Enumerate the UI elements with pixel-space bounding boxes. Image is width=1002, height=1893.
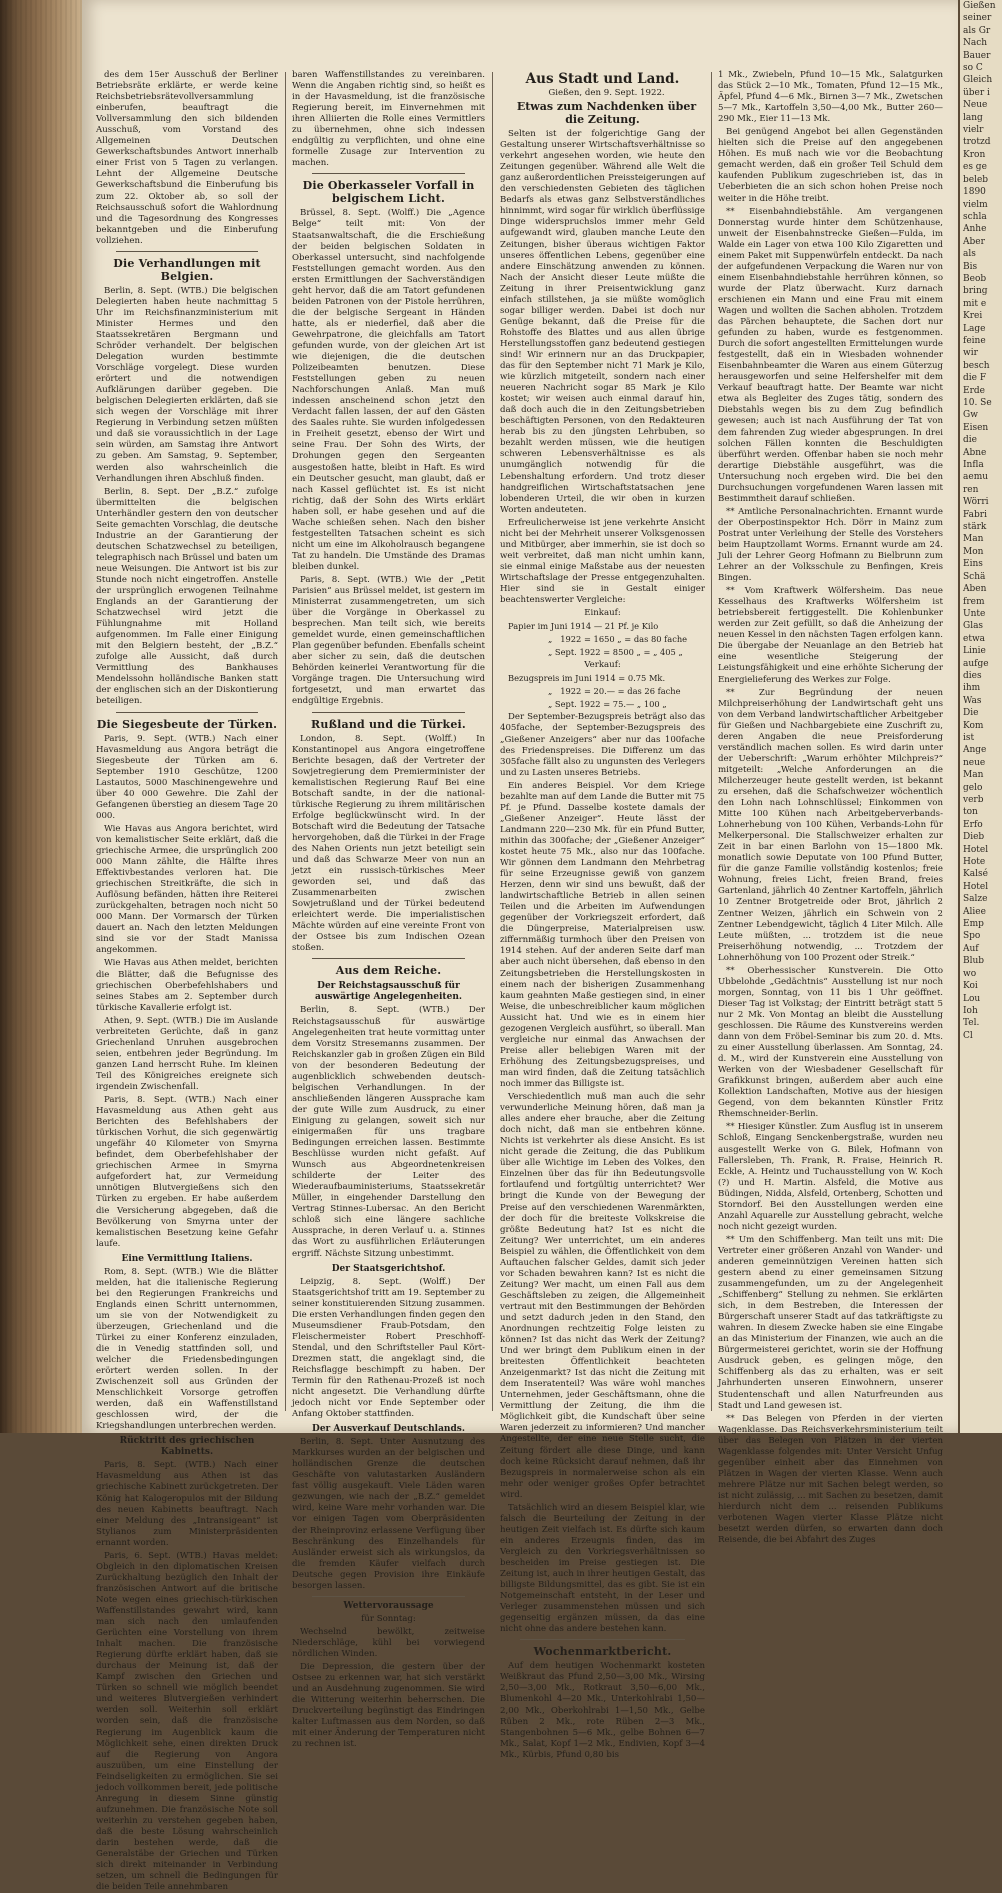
adjacent-page-fragment: dies xyxy=(963,670,982,681)
article-text: Tatsächlich wird an diesem Beispiel klar, wie falsch die Beurteilung der Zeitung in der heutigen Zeit vielfach ist. Es dürfte sich kaum ein anderes Erzeugnis finden, das im Vergleich zu den Vorkriegsverhältnissen so bescheiden im Preise gestiegen ist. Die Zeitung ist, auch in ihrer heutigen Gestalt, das billigste Bildungsmittel, das es gibt. Sie ist ein Notgemeinschaft entsteht, in der Leser und Verleger zusammenstehen müssen und sich gegenseitig ergänzen müssen, da das eine nicht ohne das andere bestehen kann. xyxy=(500,1502,705,1635)
adjacent-page-fragment: aufge xyxy=(963,658,989,669)
article-text: Leipzig, 8. Sept. (Wolff.) Der Staatsgerichtshof tritt am 19. September zu seiner konstituierenden Sitzung zusammen. Die ersten Verhandlungen finden gegen den Museumsdiener Fraub-Potsdam, den Fleischermeister Robert Preschhoff-Stendal, und den Schriftsteller Paul Kört-Drezmen statt, die angeklagt sind, die Reichsflagge beschimpft zu haben. Der Termin für den Rathenau-Prozeß ist noch nicht angesetzt. Die Verhandlung dürfte jedoch nicht vor Ende September oder Anfang Oktober stattfinden. xyxy=(292,1276,485,1420)
adjacent-page-fragment: Auf xyxy=(963,943,979,954)
adjacent-page-fragment: Blub xyxy=(963,956,985,967)
adjacent-page-fragment: beleb xyxy=(963,174,989,185)
adjacent-page-fragment: etwa xyxy=(963,633,986,644)
divider xyxy=(312,958,465,959)
wetter-sub: für Sonntag: xyxy=(361,1613,416,1624)
table-heading: Verkauf: xyxy=(584,660,621,671)
adjacent-page-fragment: Kron xyxy=(963,149,986,160)
adjacent-page-fragment: Was xyxy=(963,695,982,706)
adjacent-page-fragment: Aber xyxy=(963,236,985,247)
headline-reichstag: Der Reichstagsausschuß für auswärtige Angelegenheiten. xyxy=(315,981,462,1003)
headline-kabinett: Rücktritt des griechischen Kabinetts. xyxy=(119,1436,255,1458)
article-text: Erfreulicherweise ist jene verkehrte Ansicht nicht bei der Mehrheit unserer Volksgenossen und Mitbürger, aber immerhin, sie ist doch so weit verbreitet, daß man nicht umhin kann, sie einmal einige Maßstabe aus der neuesten Wirtschaftslage der Presse entgegenzuhalten. Hier sind sie in Gestalt einiger beachtenswerter Vergleiche: xyxy=(500,517,705,606)
article-text: Wechselnd bewölkt, zeitweise Niederschläge, kühl bei vorwiegend nördlichen Winden. xyxy=(292,1626,485,1659)
headline-russland: Rußland und die Türkei. xyxy=(311,717,466,731)
adjacent-page-fragment: Die xyxy=(963,708,979,719)
column-4 xyxy=(718,70,943,1546)
adjacent-page-fragment: Bauer xyxy=(963,50,991,61)
adjacent-page-fragment: Hote xyxy=(963,857,986,868)
adjacent-page-fragment: wo xyxy=(963,968,977,979)
news-item-kunstverein: ** Oberhessischer Kunstverein. Die Otto Ubbelohde „Gedächtnis“ Ausstellung ist nur noch morgen, Sonntag, von 11 bis 1 Uhr geöffnet. Dieser Tag ist Volkstag; der Eintritt beträgt statt 5 nur 2 Mk. Von Montag an bleibt die Ausstellung geschlossen. Die Räume des Kunstvereins werden dann von dem Fröbel-Seminar bis zum 20. d. Mts. zu einer Ausstellung überlassen. Am Sonntag, 24. d. M., wird der Kunstverein eine Ausstellung von Werken von der Wiesbadener Gesellschaft für Grafikkunst bringen, außerdem aber auch eine Kollektion Landschaften, Motive aus der hiesigen Gegend, von dem bekannten Künstler Fritz Rhemschneider-Berlin. xyxy=(718,965,943,1120)
adjacent-page-fragment: Lage xyxy=(963,323,986,334)
news-item-schiffenberg: ** Um den Schiffenberg. Man teilt uns mit: Die Vertreter einer größeren Anzahl von Wander- und anderen gemeinnützigen Vereinen hatten sich gestern abend zu einer gemeinsamen Sitzung zusammengefunden, um zu der Angelegenheit „Schiffenberg“ Stellung zu nehmen. Sie erklärten sich, in dem Bestreben, die Interessen der Bürgerschaft unserer Stadt auf das tatkräftigste zu wahren. In diesem Zwecke haben sie eine Eingabe an das Ministerium der Finanzen, wie auch an die Bürgermeisterei gerichtet, worin sie der Hoffnung Ausdruck geben, es gelingen möge, den Schiffenberg als das zu erhalten, was er seit Jahrhunderten unseren Einwohnern, unserer Studentenschaft und allen Naturfreunden aus Stadt und Land gewesen ist. xyxy=(718,1234,943,1411)
adjacent-page-strip xyxy=(958,0,1002,1433)
table-line: „ Sept. 1922 = 75.— „ 100 „ xyxy=(548,699,667,710)
dateline: Gießen, den 9. Sept. 1922. xyxy=(548,88,665,98)
adjacent-page-fragment: Infla xyxy=(963,460,984,471)
adjacent-page-fragment: Erfo xyxy=(963,819,983,830)
adjacent-page-fragment: es ge xyxy=(963,162,987,173)
headline-wochenmarkt: Wochenmarktbericht. xyxy=(533,1645,672,1659)
article-text: des dem 15er Ausschuß der Berliner Betriebsräte erklärte, er werde keine Reichsbetriebsrätevollversammlung einberufen, beauftragt die Vollversammlung den sich bildenden Ausschuß, vom Vorstand des Allgemeinen Deutschen Gewerkschaftsbundes Antwort innerhalb einer Frist von 5 Tagen zu verlangen. Lehnt der Allgemeine Deutsche Gewerkschaftsbund die Einberufung bis zum 22. Oktober ab, so soll der Reichsausschuß sofort die Wahlordnung und die Tagesordnung des Kongresses bekanntgeben und die Einberufung vollziehen. xyxy=(96,70,278,246)
adjacent-page-fragment: Erde xyxy=(963,385,985,396)
article-text: Berlin, 8. Sept. (WTB.) Der Reichstagsausschuß für auswärtige Angelegenheiten trat heute vormittag unter dem Vorsitz Stresemanns zusammen. Der Reichskanzler gab in großen Zügen ein Bild von der besonderen Bedeutung der augenblicklich schwebenden deutsch-belgischen Verhandlungen. In der anschließenden längeren Aussprache kam der gute Wille zum Ausdruck, zu einer Einigung zu gelangen, soweit sich nur einigermaßen für uns tragbare Bedingungen erreichen lassen. Bestimmte Beschlüsse wurden nicht gefaßt. Auf Wunsch aus Abgeordnetenkreisen schilderte der Leiter des Wiederaufbauministeriums, Staatssekretär Müller, in eingehender Darstellung den Vertrag Stinnes-Lubersac. An den Bericht schloß sich eine längere sachliche Aussprache, in deren Verlauf u. a. Stinnes das Wort zu ausführlichen Erläuterungen ergriff. Nächste Sitzung unbestimmt. xyxy=(292,1005,485,1259)
adjacent-page-fragment: die xyxy=(963,435,977,446)
headline-reich: Aus dem Reiche. xyxy=(335,964,442,978)
adjacent-page-fragment: Anhe xyxy=(963,224,987,235)
adjacent-page-fragment: Aliee xyxy=(963,906,986,917)
divider xyxy=(312,712,465,713)
adjacent-page-fragment: Beob xyxy=(963,273,987,284)
article-text: Berlin, 8. Sept. (WTB.) Die belgischen Delegierten haben heute nachmittag 5 Uhr im Reichsfinanzministerium mit Minister Hermes und den Staatssekretären Bergmann und Schröder verhandelt. Der belgischen Delegation wurden bestimmte Vorschläge vorgelegt. Diese wurden erörtert und die notwendigen Aufklärungen darüber gegeben. Die belgischen Delegierten erklärten, daß sie sich wegen der Vorschläge mit ihrer Regierung in Verbindung setzen müßten und daß sie voraussichtlich in der Lage sein würden, am Samstag ihre Antwort zu geben. Am Samstag, 9. September, werden also wahrscheinlich die Verhandlungen ihren Abschluß finden. xyxy=(96,285,278,484)
adjacent-page-fragment: als Gr xyxy=(963,25,991,36)
column-rule xyxy=(492,72,493,1411)
adjacent-page-fragment: verb xyxy=(963,795,984,805)
table-line: „ Sept. 1922 = 8500 „ = „ 405 „ xyxy=(548,647,683,658)
adjacent-page-fragment: seiner xyxy=(963,13,992,24)
adjacent-page-fragment: Ange xyxy=(963,745,987,756)
adjacent-page-fragment: Krei xyxy=(963,311,983,322)
headline-belgien: Die Verhandlungen mit Belgien. xyxy=(113,256,261,283)
table-line: „ 1922 = 20.— = das 26 fache xyxy=(548,686,681,697)
adjacent-page-fragment: Spo xyxy=(963,931,981,942)
adjacent-page-fragment: 10. Se xyxy=(963,398,992,408)
adjacent-page-fragment: Hotel xyxy=(963,881,989,892)
article-text: Berlin, 8. Sept. Der „B.Z.“ zufolge übermittelten die belgischen Unterhändler gestern den von deutscher Seite gemachten Vorschlag, die deutsche Industrie an der Garantierung der deutschen Schatzwechsel zu beteiligen, telegraphisch nach Brüssel und baten um neue Weisungen. Die Antwort ist bis zur Stunde noch nicht eingetroffen. Anstelle der ursprünglich erwogenen Teilnahme Englands an der Garantierung der Schatzwechsel wird jetzt die Fühlungnahme mit Holland aufgenommen. Im Falle einer Einigung mit den Belgiern besteht, der „B.Z.“ zufolge alle Aussicht, daß durch Vermittlung des Bankhauses Mendelssohn holländische Banken statt der englischen sich an der Diskontierung beteiligen. xyxy=(96,486,278,707)
adjacent-page-fragment: ist xyxy=(963,732,975,743)
adjacent-page-fragment: Gleich xyxy=(963,75,993,86)
column-1 xyxy=(96,70,278,1893)
adjacent-page-fragment: Glas xyxy=(963,621,984,632)
adjacent-page-fragment: bring xyxy=(963,286,988,297)
article-text: Auf dem heutigen Wochenmarkt kosteten Weißkraut das Pfund 2,50—3,00 Mk., Wirsing 2,50—3,00 Mk., Rotkraut 3,50—6,00 Mk., Blumenkohl 4—20 Mk., Unterkohlrabi 1,50—2,00 Mk., Oberkohlrabi 1—1,50 Mk., Gelbe Rüben 2 Mk., rote Rüben 2—3 Mk., Stangenbohnen 5—6 Mk., gelbe Bohnen 6—7 Mk., Salat, Kopf 1—2 Mk., Endivien, Kopf 3—4 Mk., Kürbis, Pfund 0,80 bis xyxy=(500,1661,705,1760)
adjacent-page-fragment: Abne xyxy=(963,447,987,458)
news-item-milchpreis: ** Zur Begründung der neuen Milchpreiserhöhung der Landwirtschaft geht uns von dem Verband landwirtschaftlicher Arbeitgeber für Gießen und Nachbargebiete eine Zuschrift zu, deren Angaben die neue Preisforderung verständlich machen sollen. Es wird darin unter der Ueberschrift: „Warum erhöhter Milchpreis?“ mitgeteilt: „Welche Anforderungen an die Milcherzeuger heute gestellt werden, ist bekannt zu ersehen, daß die Schafschweizer wöchentlich den Lohn nach Lohnschlüssel; Einkommen von Mitte 100 Kühen nach Arbeitgeberverbands-Lohnerhebung von 100 Kühen, Verbands-Lohn für Melkerpersonal. Die Stallschweizer erhalten zur Zeit in bar einen Barlohn von 15—1800 Mk. monatlich sowie Deputate von 100 Pfund Butter, für die ganze Familie vollständig kostenlos; freie Wohnung, freies Licht, freien Brand, freies Gartenland, jährlich 40 Zentner Kartoffeln, jährlich 10 Zentner Brotgetreide oder Brot, jährlich 2 Zentner Weizen, jährlich ein Schwein von 2 Zentner Lebendgewicht, täglich 4 Liter Milch. Alle Leute müßten, ... trotzdem ist die neue Preiserhöhung notwendig, ... Trotzdem der Lohnerhöhung von 100 Prozent oder Streik.“ xyxy=(718,687,943,963)
adjacent-page-fragment: Hotel xyxy=(963,844,989,855)
divider xyxy=(312,173,465,174)
article-text: Der September-Bezugspreis beträgt also das 405fache, der September-Bezugspreis des „Gießener Anzeigers“ aber nur das 100fache des Friedenspreises. Die Differenz um das 305fache fällt also zu ungunsten des Verlegers und zu Lasten unseres Betriebs. xyxy=(500,712,705,778)
article-text: London, 8. Sept. (Wolff.) In Konstantinopel aus Angora eingetroffene Berichte besagen, daß der Vertreter der Sowjetregierung dem Premierminister der kemalistischen Regierung Rauf Bei eine Botschaft sandte, in der die national-türkische Regierung zu ihrem militärischen Erfolge beglückwünscht wird. In der Botschaft wird die Bedeutung der Tatsache hervorgehoben, daß die Türkei in der Frage des Nahen Orients nun jetzt beteiligt sein und daß das Schwarze Meer von nun an jetzt ein russisch-türkisches Meer geworden sei, und daß das Zusammenarbeiten zwischen Sowjetrußland und der Türkei bedeutend erleichtert werde. Die imperialistischen Mächte würden auf eine vereinte Front von der Ostsee bis zum Indischen Ozean stoßen. xyxy=(292,733,485,954)
adjacent-page-fragment: lang xyxy=(963,112,983,123)
adjacent-page-fragment: ton xyxy=(963,807,978,818)
article-text: 1 Mk., Zwiebeln, Pfund 10—15 Mk., Salatgurken das Stück 2—10 Mk., Tomaten, Pfund 12—15 Mk., Äpfel, Pfund 4—6 Mk., Birnen 3—7 Mk., Zwetschen 5—7 Mk., Kartoffeln 3,50—4,00 Mk., Butter 260—290 Mk., Eier 11—13 Mk. xyxy=(718,70,943,125)
adjacent-page-fragment: Man xyxy=(963,534,984,545)
section-title-stadt: Aus Stadt und Land. xyxy=(525,71,680,87)
adjacent-page-fragment: Dieb xyxy=(963,832,985,843)
adjacent-page-fragment: Salze xyxy=(963,894,988,905)
article-text: Wie Havas aus Angora berichtet, wird von kemalistischer Seite erklärt, daß die griechische Armee, die ursprünglich 200 000 Mann zählte, die Hälfte ihres Effektivbestandes verloren hat. Die griechischen Streitkräfte, die sich in Auflösung befänden, hätten ihre Reiterei zurückgehalten, betragen noch nicht 50 000 Mann. Der Vormarsch der Türken dauert an. Nach den letzten Meldungen sind sie vor der Stadt Manissa angekommen. xyxy=(96,823,278,956)
adjacent-page-fragment: die F xyxy=(963,373,987,384)
news-item-eisenbahn: ** Eisenbahndiebstähle. Am vergangenen Donnerstag wurde hinter dem Schützenhause, unweit der Eisenbahnstrecke Gießen—Fulda, im Walde ein Lager von etwa 100 Kilo Zigaretten und einem Paket mit Suppenwürfeln entdeckt. Da nach der aufgefundenen Verpackung die Waren nur von einem Eisenbahndiebstahle herrühren können, so wurde der Platz überwacht. Kurz darnach erschienen ein Mann und eine Frau mit einem Wagen und wollten die Sachen abholen. Trotzdem das Pärchen behauptete, die Sachen dort nur gefunden zu haben, wurde es festgenommen. Durch die sofort angestellten Ermittelungen wurde festgestellt, daß ein in Wiesbaden wohnender Eisenbahnbeamter die Waren aus einem Güterzug herausgeworfen und seine Helfershelfer mit dem Verkauf beauftragt hatte. Der Beamte war nicht etwa als Begleiter des Zuges tätig, sondern des Diebstahls wegen bis zu dem Zug befindlich gewesen; auch ist nach Ausführung der Tat von dem fahrenden Zug wieder abgesprungen. In drei solchen Fällen konnten die Beschuldigten überführt werden. Offenbar haben sie noch mehr derartige Diebstähle ausgeführt, was die Untersuchung noch ergeben wird. Die bei den Durchsuchungen vorgefundenen Waren lassen mit Bestimmtheit darauf schließen. xyxy=(718,206,943,504)
adjacent-page-fragment: Eisen xyxy=(963,422,989,433)
article-text: Selten ist der folgerichtige Gang der Gestaltung unserer Wirtschaftsverhältnisse so verkehrt angesehen worden, wie heute den Zeitungen gegenüber. Während alle Welt die ganz außerordentlichen Preissteigerungen auf den verschiedensten Gebieten des täglichen Bedarfs als etwas ganz Selbstverständliches hinnimmt, wird sogar für wirklich überflüssige Dinge widerspruchslos immer mehr Geld aufgewandt wird, glauben manche Leute den Zeitungen, bisher überaus wichtigen Faktor unseres öffentlichen Lebens, gegenüber eine andere Einschätzung anwenden zu können. Nach der Ansicht dieser Leute müßte die Zeitung in ihrer Preisentwicklung ganz einfach stillstehen, ja sie müßte womöglich sogar billiger werden. Dabei ist doch nur Genüge bekannt, daß die Preise für die Rohstoffe des Blattes und aus allen übrige Herstellungsstoffen ganz bedeutend gestiegen sind! Wir erinnern nur an das Druckpapier, das für den September nicht 71 Mark je Kilo, wie kürzlich mitgeteilt, sondern nach einer neueren Nachricht sogar 85 Mark je Kilo kostet; wir weisen auch einmal darauf hin, daß doch auch die in den Zeitungsbetrieben beschäftigten Personen, von den Redakteuren herab bis zu den jüngsten Lehrbuben, so bezahlt werden müssen, wie die heutigen schweren Lebensverhältnisse es als unumgänglich notwendig für die Lebenshaltung erfordern. Und trotz dieser handgreiflichen Wirtschaftstatsachen jene lobenderen Urteil, die wir oben in kurzen Worten andeuteten. xyxy=(500,129,705,515)
adjacent-page-fragment: schla xyxy=(963,211,987,222)
headline-ausverkauf: Der Ausverkauf Deutschlands. xyxy=(312,1424,465,1435)
article-text: Ein anderes Beispiel. Vor dem Kriege bezahlte man auf dem Lande die Butter mit 75 Pf. je Pfund. Dasselbe kostete damals der „Gießener Anzeiger“. Heute lässt der Landmann 220—230 Mk. für ein Pfund Butter, mithin das 300fache; der „Gießener Anzeiger“ kostet heute 75 Mk., also nur das 100fache. Wir gönnen dem Landmann den Mehrbetrag für seine Erzeugnisse gewiß von ganzem Herzen, denn wir sind uns bewußt, daß der landwirtschaftliche Betrieb in allen seinen Teilen und die Arbeiten im Aufwendungen gegenüber der Vorkriegszeit erfordert, daß die Düngerpreise, Materialpreisen usw. ziffernmäßig turmhoch über den Preisen von 1914 stehen. Auf der anderen Seite darf man aber auch nicht übersehen, daß ebenso in den Zeitungsbetrieben die Herstellungskosten in einem nach der bisherigen Zusammenhang kaum geahnten Maße gestiegen sind, in einer Weise, die unbeschreiblicher kaum möglichen Aussicht hat. Und wie es in einem hier gezogenen Vergleich ausführt, so überall. Man vergleiche nur einmal das Anwachsen der Preise aller beliebigen Waren mit der Erhöhung des Zeitungsbezugspreises, und man wird finden, daß die Zeitung tatsächlich noch immer das Billigste ist. xyxy=(500,780,705,1089)
news-item-kraftwerk: ** Vom Kraftwerk Wölfersheim. Das neue Kesselhaus des Kraftwerks Wölfersheim ist betriebsbereit fertiggestellt. Die Kohlenbunker werden zur Zeit gefüllt, so daß die Anheizung der neuen Kessel in den nächsten Tagen erfolgen kann. Die übergabe der Neuanlage an den Betrieb hat eine wesentliche Steigerung der Leistungsfähigkeit und eine erhöhte Sicherung der Energielieferung des Werkes zur Folge. xyxy=(718,586,943,685)
adjacent-page-fragment: stärk xyxy=(963,522,987,533)
adjacent-page-fragment: Aben xyxy=(963,584,987,595)
table-line: Bezugspreis im Juni 1914 = 0.75 Mk. xyxy=(508,673,666,684)
adjacent-page-fragment: Ioh xyxy=(963,1005,978,1016)
book-binding xyxy=(0,0,82,1433)
adjacent-page-fragment: wir xyxy=(963,348,978,359)
adjacent-page-fragment: Nach xyxy=(963,38,988,49)
article-text: Die Depression, die gestern über der Ostsee zu erkennen war, hat sich verstärkt und an Ausdehnung zugenommen. Sie wird die Witterung weiterhin beherrschen. Die Druckverteilung begünstigt das Eindringen kalter Luftmassen aus dem Norden, so daß mit einer Änderung der Temperaturen nicht zu rechnen ist. xyxy=(292,1662,485,1750)
adjacent-page-fragment: so C xyxy=(963,63,983,74)
table-line: „ 1922 = 1650 „ = das 80 fache xyxy=(548,634,688,645)
adjacent-page-fragment: Tel. xyxy=(963,1018,980,1029)
adjacent-page-fragment: Unte xyxy=(963,608,986,619)
headline-italien: Eine Vermittlung Italiens. xyxy=(121,1253,253,1264)
adjacent-page-fragment: Lou xyxy=(963,993,981,1004)
adjacent-page-fragment: Kom xyxy=(963,720,984,731)
article-text: Verschiedentlich muß man auch die sehr verwunderliche Meinung hören, daß man ja alles andere eher brauche, aber die Zeitung doch nicht, daß man sie entbehren könne. Nichts ist verkehrter als diese Ansicht. Es ist nicht gerade die Zeitung, die das Publikum über alle Wichtige im Leben des Volkes, den Einzelnen über das für ihn Bedeutungsvolle fortlaufend und fortgültig unterrichtet? Wer bringt die Kunde von der Bewegung der Preise auf den verschiedenen Warenmärkten, der doch für die breiteste Volkskreise die größte Bedeutung hat? Ist es nicht die Zeitung? Wer unterrichtet, um ein anderes Beispiel zu wählen, die Öffentlichkeit von dem Auftauchen falscher Geldes, damit sich jeder vor Schaden bewahren kann? Ist es nicht die Zeitung? Wer macht, um einen Fall aus dem Geschäftsleben zu zeigen, die Allgemeinheit vertraut mit den Bestimmungen der Behörden und setzt dadurch jeden in den Stand, den Anordnungen rechtzeitig Folge leisten zu können? Ist das nicht das Werk der Zeitung? Und wer bringt dem Publikum einen in der breitesten Öffentlichkeit beachteten Anzeigenmarkt? Ist das nicht die Zeitung mit dem Inseratenteil? Was wäre wohl manches Unternehmen, jeder Geschäftsmann, ohne die Vermittlung der Zeitung, die ihm die Möglichkeit gibt, die Kundschaft über seine Waren jederzeit zu informieren? Und mancher Angestellte, der eine neue Stelle sucht, die Zeitung fördert alle diese Dinge, und kann doch keine Rücksicht darauf nehmen, daß ihr Bezugspreis in normalerweise schon als ein mehr oder weniger großes Opfer betrachtet wird. xyxy=(500,1092,705,1500)
article-text: Wie Havas aus Athen meldet, berichten die Blätter, daß die Befugnisse des griechischen Oberbefehlshabers und seines Stabes am 2. September durch türkische Kavallerie erfolgt ist. xyxy=(96,958,278,1013)
adjacent-page-fragment: Koi xyxy=(963,981,978,992)
divider xyxy=(116,251,258,252)
adjacent-page-fragment: aemu xyxy=(963,472,989,483)
news-item-handwerk: ** Hiesiger Künstler. Zum Ausflug ist in unserem Schloß, Eingang Senckenbergstraße, wurden neu ausgestellt Werke von G. Bilek, Hofmann von Fallersleben, Th. Frank, R. Fraise, Heinrich R. Eckle, A. Heintz und Tuchausstellung von W. Koch (?) und H. Martin. Alsfeld, die Motive aus Büdingen, Nidda, Alsfeld, Ortenberg, Schotten und Storndorf. Bei den Ausstellungen werden eine Anzahl Aquarelle zur Ausstellung gebracht, welche noch nicht gezeigt wurden. xyxy=(718,1122,943,1232)
article-text: baren Waffenstillstandes zu vereinbaren. Wenn die Angaben richtig sind, so heißt es in der Havasmeldung, ist die französische Regierung bereit, im Einvernehmen mit ihren Alliierten die Rolle eines Vermittlers zu übernehmen, ohne sich indessen endgültig zu verpflichten, und ohne eine formelle Zusage zur Intervention zu machen. xyxy=(292,70,485,169)
article-text: Athen, 9. Sept. (WTB.) Die im Auslande verbreiteten Gerüchte, daß in ganz Griechenland Unruhen ausgebrochen seien, entbehren jeder Begründung. Im ganzen Land herrscht Ruhe. Im kleinen Teil des Königreiches ereignete sich irgendein Zwischenfall. xyxy=(96,1015,278,1092)
adjacent-page-fragment: Neue xyxy=(963,100,988,111)
article-text: Paris, 8. Sept. (WTB.) Nach einer Havasmeldung aus Athen ist das griechische Kabinett zurückgetreten. Der König hat Kalogeropulos mit der Bildung des neuen Kabinetts beauftragt. Nach einer Meldung des „Intransigeant“ ist Stylianos zum Ministerpräsidenten ernannt worden. xyxy=(96,1460,278,1548)
adjacent-page-fragment: gelo xyxy=(963,782,983,793)
divider xyxy=(520,1639,685,1640)
adjacent-page-fragment: Wörri xyxy=(963,497,989,508)
table-line: Papier im Juni 1914 — 21 Pf. je Kilo xyxy=(508,621,659,632)
article-text: Paris, 8. Sept. (WTB.) Nach einer Havasmeldung aus Athen geht aus Berichten des Befehlshabers der türkischen Vorhut, die sich gegenwärtig ungefähr 40 Kilometer von Smyrna befindet, dem Oberbefehlshaber der griechischen Armee in Smyrna aufgefordert hat, zur Vermeidung unnötigen Blutvergießens sich den Türken zu ergeben. Er habe außerdem die Versicherung abgegeben, daß die Bevölkerung von Smyrna unter der kemalistischen Besetzung keine Gefahr laufe. xyxy=(96,1095,278,1249)
article-text: Paris, 8. Sept. (WTB.) Wie der „Petit Parisien“ aus Brüssel meldet, ist gestern im Ministerrat zusammengetreten, um sich über die Vorgänge in Oberkassel zu besprechen. Man teilt sich, wie bereits gemeldet wurde, einen gemeinschaftlichen Plan gegenüber befunden. Ebenfalls scheint aber sicher zu sein, daß die deutschen Behörden keinerlei Verantwortung für die Vorgänge tragen. Die Untersuchung wird fortgesetzt, und man erwartet das endgültige Ergebnis. xyxy=(292,574,485,707)
adjacent-page-fragment: trotzd xyxy=(963,137,991,148)
article-text: Paris, 6. Sept. (WTB.) Havas meldet: Obgleich in den diplomatischen Kreisen Zurückhaltung bezüglich den Inhalt der französischen Antwort auf die britische Note wegen eines griechisch-türkischen Waffenstillstandes gewahrt wird, kann man sich nach den umlaufenden Gerüchten eine Vorstellung von ihrem Inhalt machen. Die französische Regierung dürfte erklärt haben, daß sie durchaus der Meinung ist, daß der Kampf zwischen den Griechen und Türken so schnell wie möglich beendet und weiteres Blutvergießen verhindert werden soll. Weiterhin soll erklärt worden sein, daß die französische Regierung im Augenblick kaum die Möglichkeit sehe, einen direkten Druck auf die Regierung von Angora auszuüben, um eine Einstellung der Feindseligkeiten zu ermöglichen. Sie sei jedoch vollkommen bereit, jede politische Anregung in diesem Sinne günstig aufzunehmen. Die französische Note soll weiterhin zu verstehen gegeben haben, daß die beste Lösung wahrscheinlich darin bestehen werde, daß die Generalstäbe der Griechen und Türken sich direkt miteinander in Verbindung setzen, um schnell die Bedingungen für die beiden Teile annehmbaren xyxy=(96,1550,278,1893)
adjacent-page-fragment: 1890 xyxy=(963,187,986,198)
adjacent-page-fragment: besch xyxy=(963,360,990,371)
headline-nachdenken: Etwas zum Nachdenken über die Zeitung. xyxy=(516,100,697,126)
adjacent-page-fragment: als xyxy=(963,249,976,260)
adjacent-page-fragment: Gw xyxy=(963,410,978,421)
adjacent-page-fragment: Gießen xyxy=(963,1,996,11)
adjacent-page-fragment: Emp xyxy=(963,919,984,930)
adjacent-page-fragment: ihm xyxy=(963,683,981,694)
adjacent-page-fragment: Fabri xyxy=(963,509,987,520)
adjacent-page-fragment: Eins xyxy=(963,559,983,570)
article-text: Paris, 9. Sept. (WTB.) Nach einer Havasmeldung aus Angora beträgt die Siegesbeute der Türken am 6. September 1910 Geschütze, 1200 Lastautos, 5000 Maschinengewehre und über 40 000 Gewehre. Die Zahl der Gefangenen überstieg an diesem Tage 20 000. xyxy=(96,733,278,821)
adjacent-page-fragment: Bis xyxy=(963,261,978,272)
column-rule xyxy=(285,72,286,1411)
headline-oberkassel: Die Oberkasseler Vorfall in belgischem Licht. xyxy=(302,179,475,206)
article-text: Brüssel, 8. Sept. (Wolff.) Die „Agence Belge“ teilt mit: Von der Staatsanwaltschaft, die die Erschießung der beiden belgischen Soldaten in Oberkassel untersucht, sind nachfolgende Feststellungen gemacht worden. Aus den ersten Ermittlungen der Sachverständigen geht hervor, daß die am Tatort gefundenen beiden Patronen von der Pistole herrühren, die der belgische Sergeant in Händen hatte, als er niederfiel, daß aber die Gewehrpatrone, die gleichfalls am Tatort gefunden wurde, von der gleichen Art ist wie diejenigen, die die deutschen Polizeibeamten benutzen. Diese Feststellungen geben zu neuen Nachforschungen Anlaß. Man muß indessen anscheinend schon jetzt den Verdacht fallen lassen, der auf den Gästen des Saales ruhte. Sie wurden infolgedessen in Freiheit gesetzt, ebenso der Wirt und seine Frau. Der Sohn des Wirts, der Drohungen gegen den Sergeanten ausgestoßen hatte, bleibt in Haft. Es wird ein Deutscher gesucht, man glaubt, daß er nach Kassel geflüchtet ist. Es ist nicht richtig, daß der Sohn des Wirts erklärt haben soll, er habe gesehen und auf die Wache schießen sehen. Nach den bisher festgestellten Tatsachen scheint es sich nicht um eine im Alkoholrausch begangene Tat zu handeln. Die Umstände des Dramas bleiben dunkel. xyxy=(292,208,485,572)
newspaper-page xyxy=(82,0,958,1893)
adjacent-page-fragment: frem xyxy=(963,596,985,607)
adjacent-page-fragment: vielr xyxy=(963,125,984,136)
adjacent-page-fragment: feine xyxy=(963,335,986,346)
adjacent-page-fragment: Man xyxy=(963,770,984,781)
divider xyxy=(116,712,258,713)
adjacent-page-fragment: Cl xyxy=(963,1030,973,1041)
article-text: Berlin, 8. Sept. Unter Ausnutzung des Markkurses wurden an der belgischen und holländischen Grenze die deutschen Geschäfte von valutastarken Ausländern fast völlig ausgekauft. Viele Läden waren gezwungen, wie nach der „B.Z.“ gemeldet wird, keine Ware mehr vorhanden war. Die vor einigen Tagen vom Oberpräsidenten der Rheinprovinz erlassene Verfügung über Beschränkung des Einzelhandels für Ausländer erweist sich als wirkungslos, da die fremden Käufer vielfach durch Deutsche gegen Provision ihre Einkäufe besorgen lassen. xyxy=(292,1437,485,1591)
headline-staatsgericht: Der Staatsgerichtshof. xyxy=(331,1263,446,1274)
adjacent-page-fragment: vielm xyxy=(963,199,988,210)
article-text: Bei genügend Angebot bei allen Gegenständen hielten sich die Preise auf den angegebenen Höhen. Es muß nach wie vor die Beobachtung gemacht werden, daß ein großer Teil Schuld dem kaufenden Publikum zugeschrieben ist, das in Ueberbieten die an sich schon hohen Preise noch weiter in die Höhe treibt. xyxy=(718,127,943,204)
adjacent-page-fragment: neue xyxy=(963,757,986,768)
adjacent-page-fragment: mit e xyxy=(963,298,987,309)
news-item-personal: ** Amtliche Personalnachrichten. Ernannt wurde der Oberpostinspektor Hch. Dörr in Mainz zum Postrat unter Verleihung der Stelle des Vorstehers beim Hauptzollamt Worms. Ernannt wurde am 24. Juli der Lehrer Georg Hofmann zu Bielbrunn zum Lehrer an der Volksschule zu Benfingen, Kreis Bingen. xyxy=(718,506,943,584)
adjacent-page-fragment: Kalsé xyxy=(963,869,988,880)
divider xyxy=(312,1596,465,1597)
adjacent-page-fragment: ren xyxy=(963,484,979,495)
column-3 xyxy=(500,70,705,1760)
news-item-pferde: ** Das Belegen von Pferden in der vierten Wagenklasse. Das Reichsverkehrsministerium teilt über das Belegen von Plätzen in der vierten Wagenklasse folgendes mit: Unter Versicht Unfug gegenüber einheit aber das Einnehmen von Plätzen in Wagen der vierten Klasse. Wenn auch mehrere Plätze nur mit Sachen belegt werden, so ist nicht zulässig, ... mit Sachen zu besetzen, damit hierdurch nicht dem ... reisenden Publikums verbotenen Wagen vierter Klasse Plätze nicht besetzt werden dürfen, so erwarten dann doch Reisende, die bei Abfahrt des Zuges xyxy=(718,1413,943,1546)
adjacent-page-fragment: Linie xyxy=(963,646,986,657)
article-text: Rom, 8. Sept. (WTB.) Wie die Blätter melden, hat die italienische Regierung bei den Regierungen Frankreichs und Englands einen Schritt unternommen, um sie von der Notwendigkeit zu überzeugen, Griechenland und die Türkei zu einer Konferenz einzuladen, die in Venedig stattfinden soll, und welcher die Friedensbedingungen erörtert werden sollen. In der Zwischenzeit soll aus Gründen der Menschlichkeit Vorsorge getroffen werden, daß ein Waffenstillstand geschlossen wird, der die Kriegshandlungen unterbrechen werden. xyxy=(96,1266,278,1432)
headline-wetter: Wettervoraussage xyxy=(343,1600,434,1611)
adjacent-page-fragment: Schä xyxy=(963,571,986,582)
column-rule xyxy=(711,72,712,1411)
column-2 xyxy=(292,70,485,1750)
headline-tuerken: Die Siegesbeute der Türken. xyxy=(96,717,278,731)
adjacent-page-fragment: Mon xyxy=(963,546,984,557)
table-heading: Einkauf: xyxy=(584,608,621,619)
adjacent-page-fragment: über i xyxy=(963,87,990,98)
